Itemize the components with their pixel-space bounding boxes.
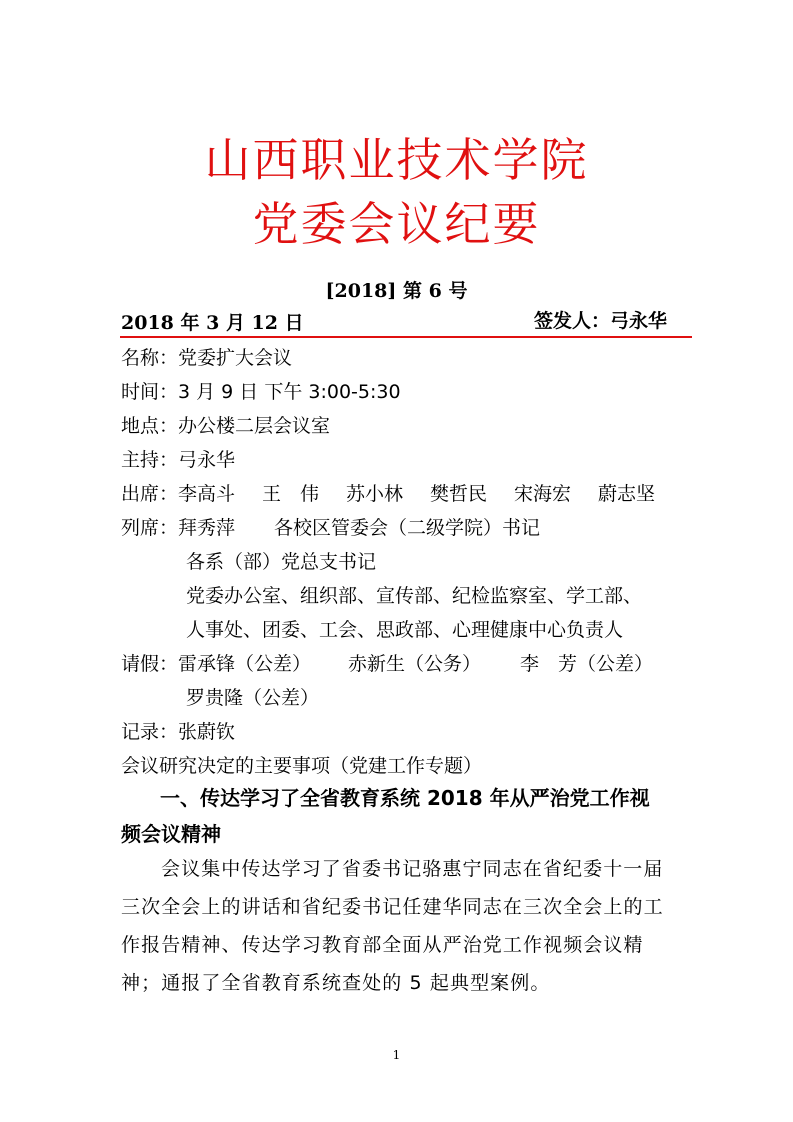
observer: 拜秀萍 xyxy=(178,517,236,539)
meeting-time: 时间：3 月 9 日 下午 3:00-5:30 xyxy=(121,381,401,403)
leave-line-2: 罗贵隆（公差） xyxy=(186,687,320,709)
attendee: 李高斗 xyxy=(178,483,236,505)
meeting-place: 地点：办公楼二层会议室 xyxy=(121,415,331,437)
meeting-name: 名称：党委扩大会议 xyxy=(121,347,293,369)
document-date: 2018 年 3 月 12 日 xyxy=(121,312,304,334)
meeting-observers xyxy=(121,513,540,543)
observers-line-2: 各系（部）党总支书记 xyxy=(186,551,377,573)
document-number: [2018] 第 6 号 xyxy=(325,280,468,302)
observers-line-3: 党委办公室、组织部、宣传部、纪检监察室、学工部、 xyxy=(186,585,643,607)
attendee: 王 伟 xyxy=(262,483,320,505)
observers-label: 列席： xyxy=(121,517,179,539)
attendee: 宋海宏 xyxy=(514,483,572,505)
leave-person: 李 芳（公差） xyxy=(520,653,654,675)
leave-label: 请假： xyxy=(121,653,179,675)
meeting-host: 主持：弓永华 xyxy=(121,449,236,471)
document-issuer: 签发人：弓永华 xyxy=(533,310,667,332)
item-1-paragraph: 会议集中传达学习了省委书记骆惠宁同志在省纪委十一届三次全会上的讲话和省纪委书记任建华同志在三次全会上的工作报告精神、传达学习教育部全面从严治党工作视频会议精神；通报了全省教育系统查处的 5 起典型案例。 xyxy=(121,858,664,994)
attendee: 樊哲民 xyxy=(430,483,488,505)
attendee: 苏小林 xyxy=(346,483,404,505)
attendees-label: 出席： xyxy=(121,483,179,505)
meeting-leave xyxy=(121,649,653,679)
item-1-heading-line-1: 一、传达学习了全省教育系统 2018 年从严治党工作视 xyxy=(160,786,650,810)
leave-person: 雷承锋（公差） xyxy=(178,653,312,675)
header-divider xyxy=(120,336,692,338)
document-title-line-1: 山西职业技术学院 xyxy=(204,133,589,187)
observers-line-4: 人事处、团委、工会、思政部、心理健康中心负责人 xyxy=(186,619,624,641)
page-number: 1 xyxy=(392,1048,401,1062)
leave-person: 赤新生（公务） xyxy=(348,653,482,675)
section-heading: 会议研究决定的主要事项（党建工作专题） xyxy=(121,755,483,777)
meeting-recorder: 记录：张蔚钦 xyxy=(121,721,236,743)
attendee: 蔚志坚 xyxy=(598,483,656,505)
item-1-heading-line-2: 频会议精神 xyxy=(121,822,221,846)
observer: 各校区管委会（二级学院）书记 xyxy=(274,517,541,539)
document-title-line-2: 党委会议纪要 xyxy=(252,197,541,251)
meeting-attendees xyxy=(121,479,655,509)
